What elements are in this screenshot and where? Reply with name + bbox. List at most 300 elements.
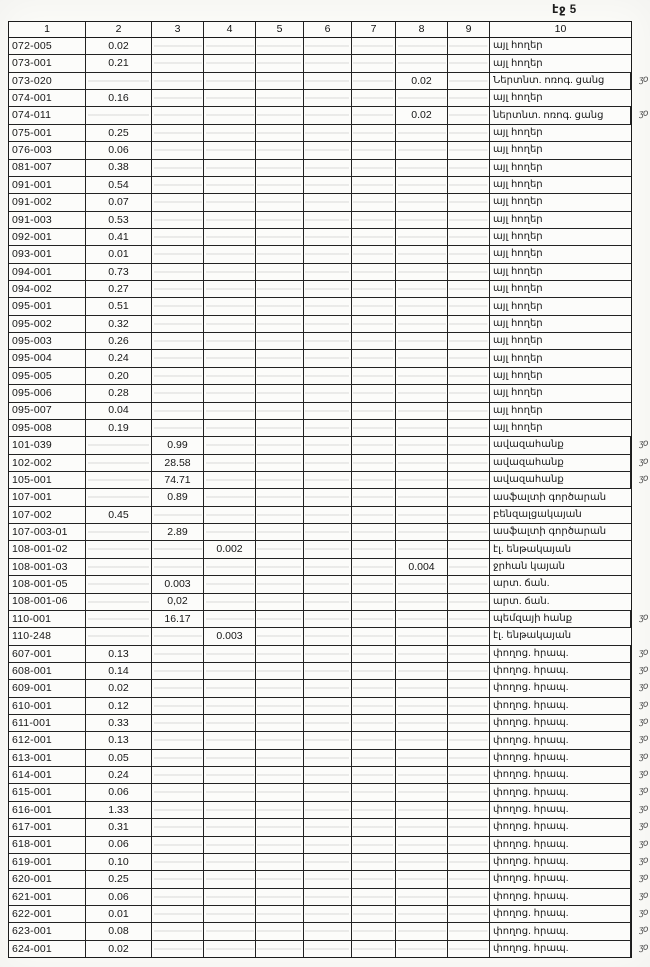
- cell-col7: [352, 576, 396, 592]
- cell-col9: [448, 698, 490, 714]
- cell-col6: [304, 455, 352, 471]
- table-row: [9, 611, 649, 628]
- cell-col10: բենզալցակայան: [493, 508, 582, 520]
- cell-col7: [352, 837, 396, 853]
- cell-col6: [304, 298, 352, 314]
- cell-col1: 616-001: [9, 802, 86, 818]
- cell-col2: [86, 437, 152, 453]
- table-row: [9, 38, 631, 55]
- cell-col2: 0.45: [86, 507, 152, 523]
- table-row: [9, 715, 649, 732]
- cell-col2: 0.21: [86, 55, 152, 71]
- cell-col1: 614-001: [9, 767, 86, 783]
- cell-col8: [396, 541, 448, 557]
- table-row: [9, 819, 649, 836]
- cell-col6: [304, 437, 352, 453]
- table-row: [9, 229, 631, 246]
- cell-col10: այլ հողեր: [493, 300, 543, 312]
- cell-col3: [152, 715, 204, 731]
- cell-col4: [204, 923, 256, 939]
- cell-col4: [204, 698, 256, 714]
- table-row: [9, 559, 631, 576]
- cell-col4: [204, 767, 256, 783]
- cell-col5: [256, 611, 304, 627]
- cell-col9: [448, 819, 490, 835]
- cell-col3: [152, 802, 204, 818]
- header-cell-col10: 10: [554, 23, 567, 36]
- handwritten-mark-icon: ʒօ: [638, 906, 649, 918]
- cell-col2: 0.06: [86, 784, 152, 800]
- cell-col5: [256, 177, 304, 193]
- table-row: [9, 698, 649, 715]
- cell-col8: [396, 264, 448, 280]
- cell-col3: [152, 90, 204, 106]
- cell-col9: [448, 507, 490, 523]
- cell-col8: [396, 229, 448, 245]
- cell-col7: [352, 229, 396, 245]
- cell-col9: [448, 350, 490, 366]
- cell-col2: [86, 73, 152, 89]
- cell-col5: [256, 212, 304, 228]
- cell-col9: [448, 646, 490, 662]
- cell-col7: [352, 628, 396, 644]
- cell-col5: [256, 732, 304, 748]
- cell-col3: [152, 871, 204, 887]
- table-row: [9, 90, 631, 107]
- cell-col8: [396, 38, 448, 54]
- cell-col8: 0.02: [396, 73, 448, 89]
- cell-col10: այլ հողեր: [493, 283, 543, 295]
- cell-col5: [256, 541, 304, 557]
- cell-col9: [448, 455, 490, 471]
- cell-col9: [448, 663, 490, 679]
- cell-col6: [304, 489, 352, 505]
- cell-col4: 0.003: [204, 628, 256, 644]
- cell-col5: [256, 142, 304, 158]
- cell-col5: [256, 281, 304, 297]
- cell-col2: [86, 559, 152, 575]
- cell-col8: [396, 594, 448, 610]
- cell-col5: [256, 576, 304, 592]
- cell-col6: [304, 576, 352, 592]
- cell-col5: [256, 524, 304, 540]
- cell-col5: [256, 125, 304, 141]
- cell-col7: [352, 698, 396, 714]
- cell-col2: 0.10: [86, 854, 152, 870]
- table-row: [9, 385, 631, 402]
- cell-col4: [204, 125, 256, 141]
- cell-col1: 108-001-06: [9, 594, 86, 610]
- cell-col10: այլ հողեր: [493, 404, 543, 416]
- cell-col8: [396, 385, 448, 401]
- cell-col7: [352, 889, 396, 905]
- cell-col1: 617-001: [9, 819, 86, 835]
- cell-col6: [304, 177, 352, 193]
- cell-col2: 0.51: [86, 298, 152, 314]
- cell-col4: [204, 385, 256, 401]
- cell-col9: [448, 837, 490, 853]
- cell-col2: 0.02: [86, 680, 152, 696]
- cell-col1: 076-003: [9, 142, 86, 158]
- cell-col1: 073-001: [9, 55, 86, 71]
- cell-col5: [256, 403, 304, 419]
- cell-col6: [304, 246, 352, 262]
- cell-col4: [204, 177, 256, 193]
- cell-col10: փողոց. հրապ.: [490, 750, 631, 766]
- table-row: [9, 732, 649, 749]
- handwritten-mark-icon: ʒօ: [638, 732, 649, 744]
- cell-col9: [448, 38, 490, 54]
- header-cell-col5: 5: [256, 22, 304, 37]
- handwritten-mark-icon: ʒօ: [638, 941, 649, 953]
- cell-col5: [256, 941, 304, 957]
- cell-col1: 074-001: [9, 90, 86, 106]
- cell-col5: [256, 350, 304, 366]
- table-row: [9, 403, 631, 420]
- cell-col6: [304, 281, 352, 297]
- cell-col1: 095-002: [9, 316, 86, 332]
- cell-col1: 623-001: [9, 923, 86, 939]
- cell-col3: [152, 142, 204, 158]
- cell-col4: [204, 142, 256, 158]
- cell-col10: փողոց. հրապ.: [490, 941, 631, 957]
- cell-col5: [256, 333, 304, 349]
- cell-col9: [448, 489, 490, 505]
- cell-col3: 0.89: [152, 489, 204, 505]
- cell-col5: [256, 73, 304, 89]
- cell-col6: [304, 350, 352, 366]
- cell-col10: փողոց. հրապ.: [490, 837, 631, 853]
- cell-col2: 0.27: [86, 281, 152, 297]
- handwritten-mark-icon: ʒօ: [638, 889, 649, 901]
- cell-col3: [152, 107, 204, 123]
- cell-col2: 0.31: [86, 819, 152, 835]
- cell-col4: [204, 819, 256, 835]
- cell-col8: [396, 576, 448, 592]
- cell-col9: [448, 732, 490, 748]
- cell-col10: այլ հողեր: [493, 352, 543, 364]
- cell-col6: [304, 38, 352, 54]
- cell-col3: [152, 663, 204, 679]
- cell-col4: [204, 403, 256, 419]
- table-row: [9, 212, 631, 229]
- cell-col10: այլ հողեր: [493, 213, 543, 225]
- cell-col8: [396, 246, 448, 262]
- cell-col3: [152, 403, 204, 419]
- cell-col6: [304, 594, 352, 610]
- cell-col9: [448, 576, 490, 592]
- cell-col2: 0.16: [86, 90, 152, 106]
- cell-col8: [396, 507, 448, 523]
- cell-col1: 095-003: [9, 333, 86, 349]
- cell-col8: [396, 628, 448, 644]
- cell-col7: [352, 403, 396, 419]
- table-row: [9, 784, 649, 801]
- cell-col1: 107-001: [9, 489, 86, 505]
- table-row: [9, 281, 631, 298]
- cell-col5: [256, 264, 304, 280]
- cell-col2: 0.01: [86, 906, 152, 922]
- cell-col8: [396, 611, 448, 627]
- cell-col2: 1.33: [86, 802, 152, 818]
- cell-col3: [152, 698, 204, 714]
- header-cell-col8: 8: [396, 22, 448, 37]
- cell-col7: [352, 854, 396, 870]
- cell-col4: [204, 611, 256, 627]
- table-row: [9, 55, 631, 72]
- cell-col7: [352, 472, 396, 488]
- cell-col9: [448, 73, 490, 89]
- cell-col7: [352, 350, 396, 366]
- cell-col7: [352, 160, 396, 176]
- cell-col8: [396, 784, 448, 800]
- cell-col2: 0.54: [86, 177, 152, 193]
- cell-col10: էլ. ենթակայան: [493, 630, 572, 642]
- cell-col3: [152, 767, 204, 783]
- cell-col1: 102-002: [9, 455, 86, 471]
- cell-col8: [396, 333, 448, 349]
- cell-col7: [352, 611, 396, 627]
- cell-col5: [256, 923, 304, 939]
- cell-col2: 0.20: [86, 368, 152, 384]
- cell-col9: [448, 316, 490, 332]
- cell-col6: [304, 732, 352, 748]
- cell-col7: [352, 125, 396, 141]
- cell-col7: [352, 941, 396, 957]
- cell-col1: 094-002: [9, 281, 86, 297]
- cell-col6: [304, 403, 352, 419]
- cell-col9: [448, 403, 490, 419]
- table-row: [9, 576, 631, 593]
- cell-col2: 0.53: [86, 212, 152, 228]
- cell-col1: 613-001: [9, 750, 86, 766]
- cell-col2: 0.13: [86, 646, 152, 662]
- cell-col3: [152, 819, 204, 835]
- cell-col9: [448, 906, 490, 922]
- cell-col1: 091-001: [9, 177, 86, 193]
- handwritten-mark-icon: ʒօ: [638, 837, 649, 849]
- cell-col1: 095-001: [9, 298, 86, 314]
- cell-col3: [152, 73, 204, 89]
- cell-col9: [448, 90, 490, 106]
- table-row: [9, 663, 649, 680]
- page-number: էջ 5: [552, 4, 577, 16]
- cell-col7: [352, 177, 396, 193]
- cell-col5: [256, 906, 304, 922]
- cell-col3: 2.89: [152, 524, 204, 540]
- cell-col3: [152, 368, 204, 384]
- cell-col3: [152, 732, 204, 748]
- cell-col5: [256, 420, 304, 436]
- cell-col2: 0.19: [86, 420, 152, 436]
- cell-col8: [396, 194, 448, 210]
- cell-col9: [448, 472, 490, 488]
- cell-col4: [204, 750, 256, 766]
- cell-col1: 624-001: [9, 941, 86, 957]
- cell-col3: [152, 854, 204, 870]
- cell-col9: [448, 385, 490, 401]
- cell-col6: [304, 420, 352, 436]
- cell-col10: փողոց. հրապ.: [490, 680, 631, 696]
- cell-col7: [352, 333, 396, 349]
- cell-col8: [396, 663, 448, 679]
- cell-col10: արտ. ճան.: [493, 578, 550, 590]
- table-row: [9, 889, 649, 906]
- table-row: [9, 802, 649, 819]
- cell-col7: [352, 281, 396, 297]
- header-cell-col6: 6: [304, 22, 352, 37]
- cell-col8: 0.02: [396, 107, 448, 123]
- cell-col5: [256, 680, 304, 696]
- handwritten-mark-icon: ʒօ: [638, 819, 649, 831]
- table-row: [9, 264, 631, 281]
- cell-col1: 622-001: [9, 906, 86, 922]
- cell-col8: [396, 923, 448, 939]
- cell-col6: [304, 646, 352, 662]
- cell-col9: [448, 802, 490, 818]
- cell-col9: [448, 368, 490, 384]
- table-row: [9, 923, 649, 940]
- cell-col10: այլ հողեր: [493, 57, 543, 69]
- table-row: [9, 194, 631, 211]
- cell-col5: [256, 802, 304, 818]
- table-row: [9, 472, 649, 489]
- cell-col2: 0.02: [86, 38, 152, 54]
- cell-col1: 620-001: [9, 871, 86, 887]
- data-table: [8, 21, 649, 958]
- cell-col1: 094-001: [9, 264, 86, 280]
- cell-col8: [396, 350, 448, 366]
- cell-col4: [204, 646, 256, 662]
- cell-col5: [256, 559, 304, 575]
- cell-col9: [448, 541, 490, 557]
- table-row: [9, 837, 649, 854]
- cell-col8: [396, 55, 448, 71]
- cell-col5: [256, 889, 304, 905]
- cell-col5: [256, 837, 304, 853]
- cell-col9: [448, 229, 490, 245]
- table-row: [9, 368, 631, 385]
- table-row: [9, 489, 631, 506]
- cell-col7: [352, 298, 396, 314]
- cell-col1: 107-003-01: [9, 524, 86, 540]
- cell-col2: [86, 594, 152, 610]
- cell-col7: [352, 646, 396, 662]
- cell-col8: [396, 802, 448, 818]
- table-row: [9, 541, 631, 558]
- cell-col6: [304, 889, 352, 905]
- cell-col5: [256, 507, 304, 523]
- cell-col2: 0.26: [86, 333, 152, 349]
- cell-col1: 612-001: [9, 732, 86, 748]
- cell-col4: 0.002: [204, 541, 256, 557]
- cell-col9: [448, 437, 490, 453]
- cell-col10: այլ հողեր: [493, 126, 543, 138]
- cell-col6: [304, 541, 352, 557]
- cell-col2: 0.24: [86, 350, 152, 366]
- cell-col10: փողոց. հրապ.: [490, 646, 631, 662]
- table-row: [9, 680, 649, 697]
- cell-col4: [204, 350, 256, 366]
- cell-col7: [352, 819, 396, 835]
- cell-col9: [448, 333, 490, 349]
- cell-col7: [352, 420, 396, 436]
- header-cell-col4: 4: [204, 22, 256, 37]
- cell-col10: փողոց. հրապ.: [490, 871, 631, 887]
- cell-col2: [86, 107, 152, 123]
- cell-col3: [152, 837, 204, 853]
- cell-col7: [352, 541, 396, 557]
- table-row: [9, 455, 649, 472]
- cell-col4: [204, 298, 256, 314]
- cell-col2: [86, 628, 152, 644]
- cell-col7: [352, 38, 396, 54]
- cell-col8: [396, 819, 448, 835]
- cell-col9: [448, 142, 490, 158]
- cell-col10: պեմզայի հանք: [490, 611, 631, 627]
- cell-col2: 0.05: [86, 750, 152, 766]
- cell-col6: [304, 750, 352, 766]
- cell-col3: [152, 507, 204, 523]
- cell-col1: 093-001: [9, 246, 86, 262]
- cell-col8: [396, 316, 448, 332]
- handwritten-mark-icon: ʒօ: [638, 680, 649, 692]
- cell-col4: [204, 455, 256, 471]
- cell-col8: [396, 732, 448, 748]
- cell-col2: 0.04: [86, 403, 152, 419]
- handwritten-mark-icon: ʒօ: [638, 802, 649, 814]
- cell-col1: 609-001: [9, 680, 86, 696]
- cell-col10: Ներտնտ. ոռոգ. ցանց: [490, 73, 631, 89]
- cell-col6: [304, 142, 352, 158]
- cell-col9: [448, 160, 490, 176]
- handwritten-mark-icon: ʒօ: [638, 437, 649, 449]
- cell-col9: [448, 767, 490, 783]
- cell-col5: [256, 160, 304, 176]
- table-row: [9, 125, 631, 142]
- table-row: [9, 177, 631, 194]
- cell-col5: [256, 316, 304, 332]
- table-row: [9, 628, 631, 645]
- cell-col1: 095-004: [9, 350, 86, 366]
- cell-col6: [304, 385, 352, 401]
- cell-col1: 110-001: [9, 611, 86, 627]
- cell-col4: [204, 871, 256, 887]
- cell-col4: [204, 941, 256, 957]
- table-row: [9, 73, 649, 90]
- cell-col2: 0.41: [86, 229, 152, 245]
- cell-col1: 611-001: [9, 715, 86, 731]
- cell-col1: 105-001: [9, 472, 86, 488]
- cell-col5: [256, 385, 304, 401]
- cell-col5: [256, 663, 304, 679]
- cell-col3: [152, 246, 204, 262]
- cell-col1: 621-001: [9, 889, 86, 905]
- handwritten-mark-icon: ʒօ: [638, 611, 649, 623]
- cell-col4: [204, 489, 256, 505]
- cell-col9: [448, 941, 490, 957]
- cell-col7: [352, 559, 396, 575]
- handwritten-mark-icon: ʒօ: [638, 854, 649, 866]
- cell-col1: 107-002: [9, 507, 86, 523]
- cell-col2: 0.06: [86, 142, 152, 158]
- cell-col6: [304, 715, 352, 731]
- table-row: [9, 160, 631, 177]
- cell-col3: [152, 923, 204, 939]
- cell-col5: [256, 107, 304, 123]
- cell-col3: [152, 350, 204, 366]
- cell-col5: [256, 489, 304, 505]
